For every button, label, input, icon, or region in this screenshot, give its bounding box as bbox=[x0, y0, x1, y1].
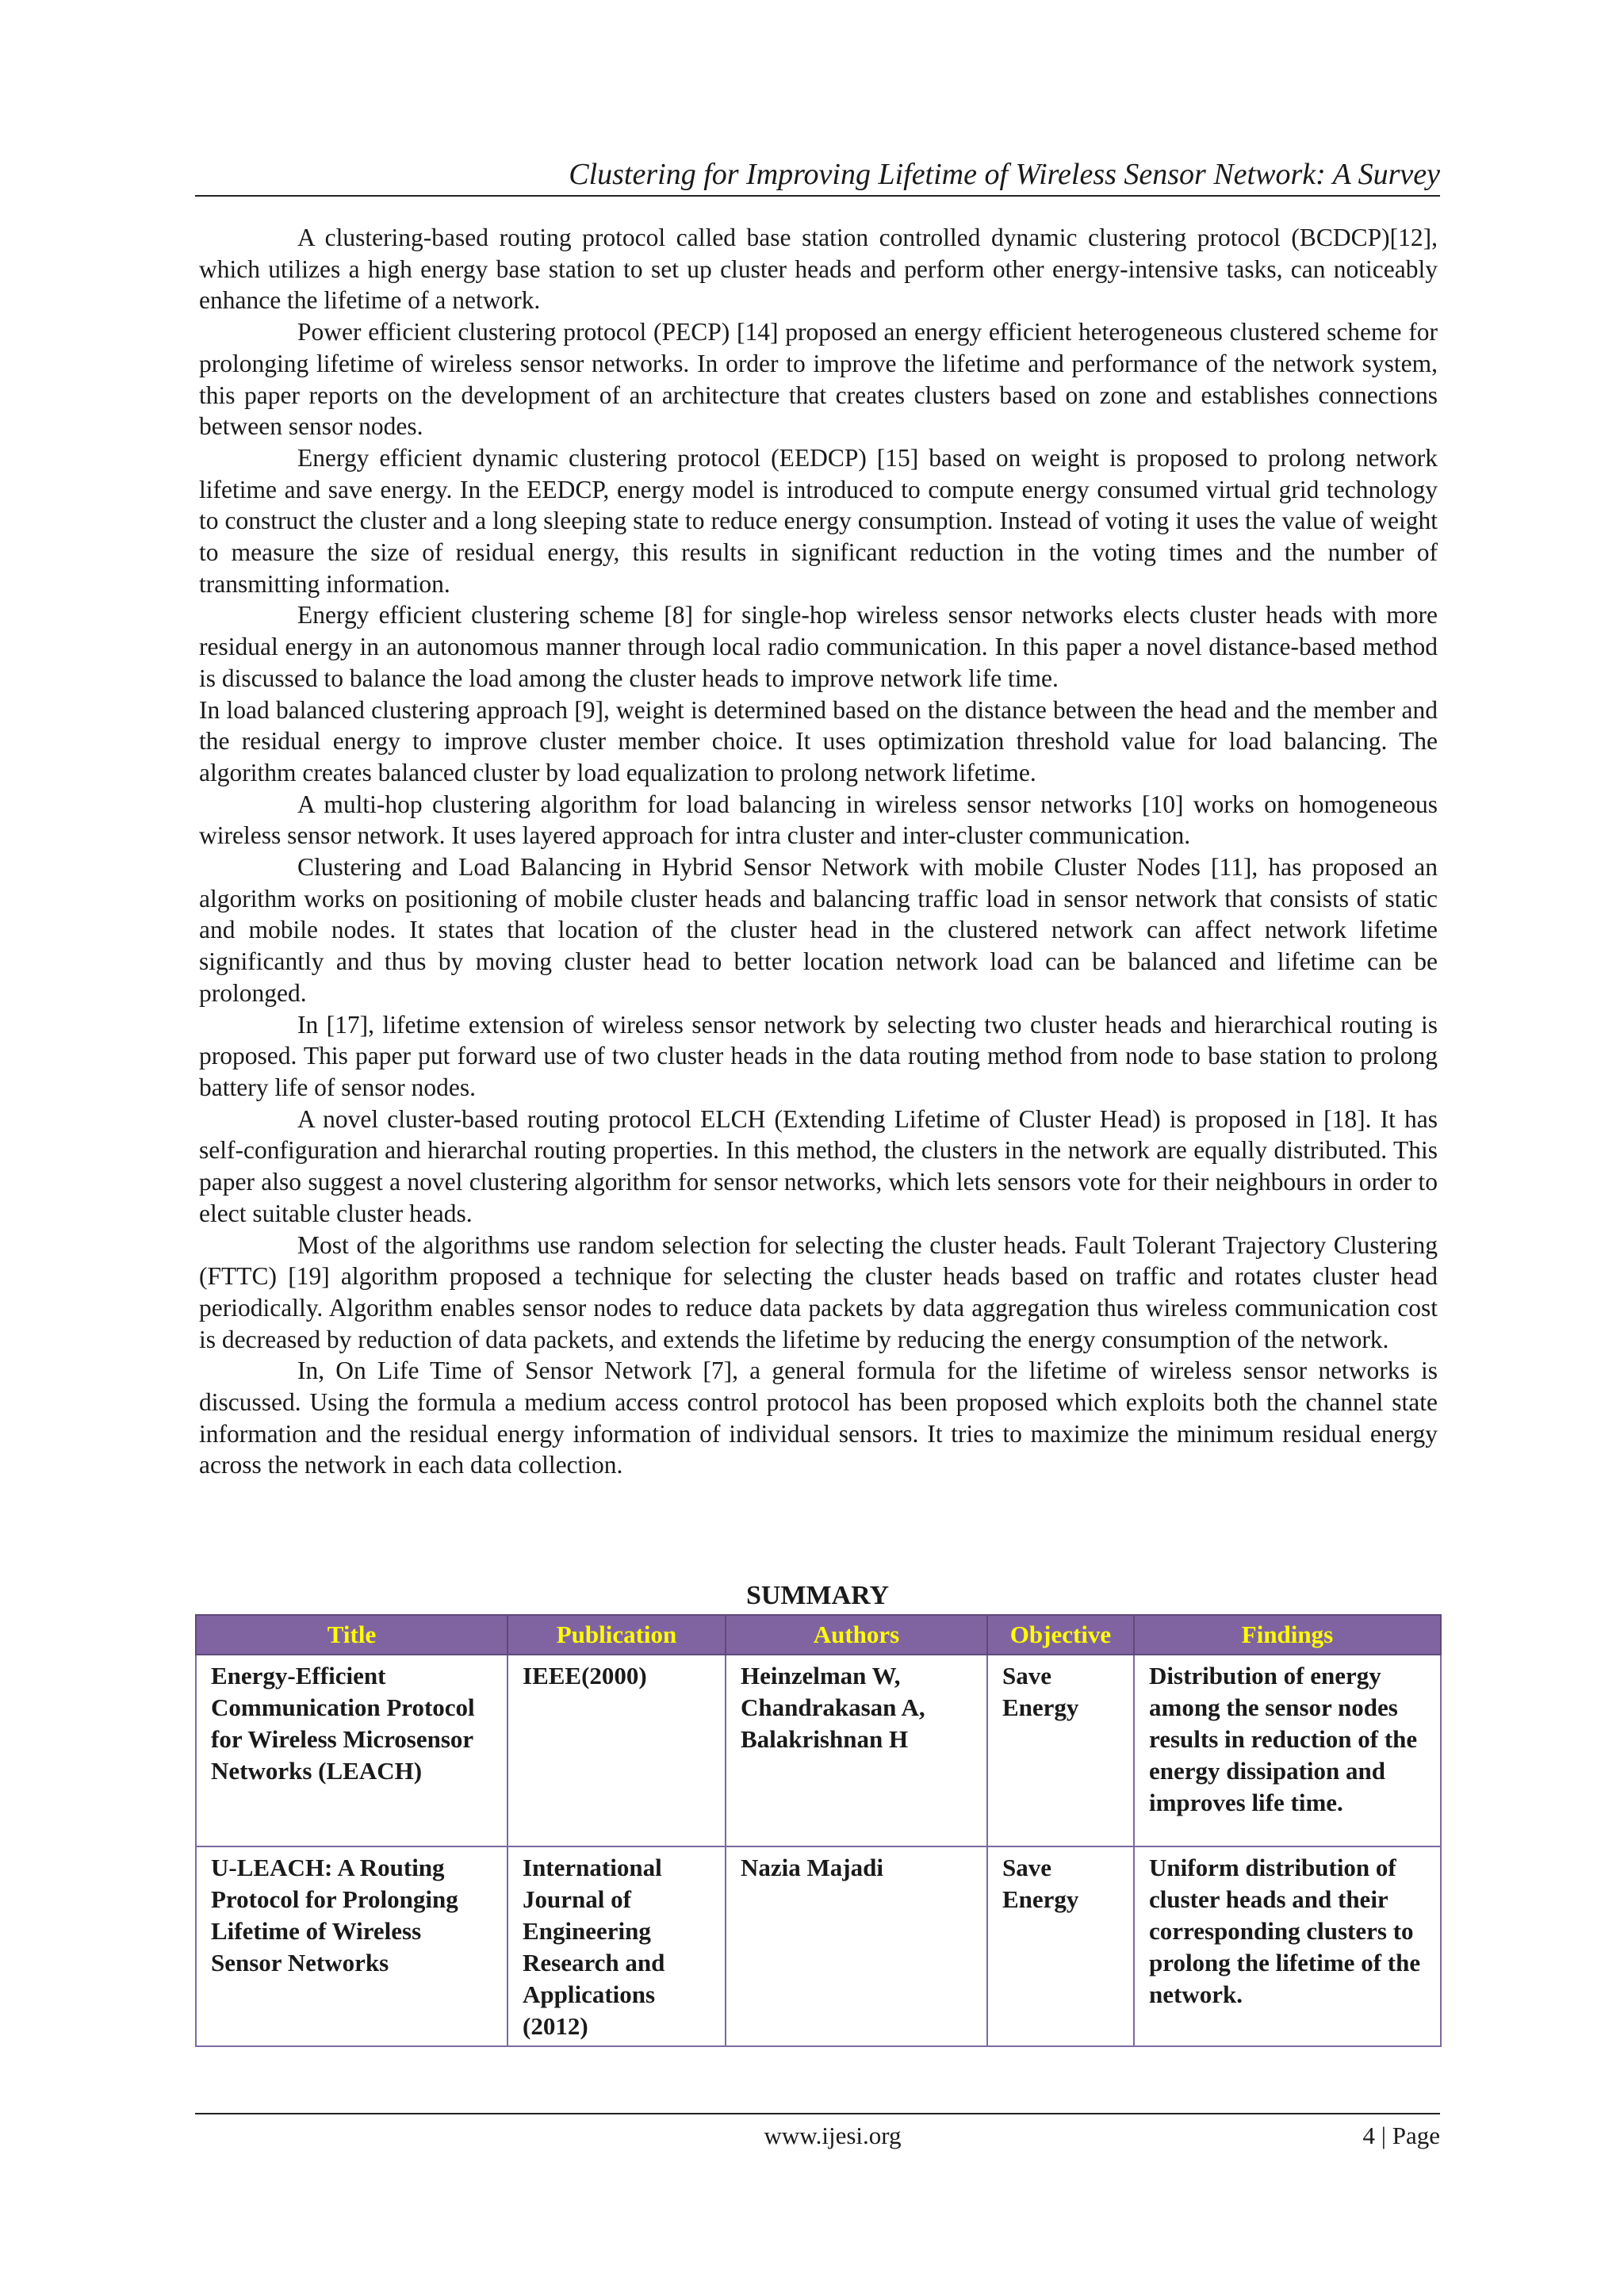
paragraph-load-balanced: In load balanced clustering approach [9], weight is determined based on the distance between the head and the member and the residual energy to improve cluster member choice. It uses optimization threshold value for load balancing. The algorithm creates balanced cluster by load equalization to prolong network lifetime. bbox=[199, 695, 1438, 786]
paragraph-single-hop: Energy efficient clustering scheme [8] for single-hop wireless sensor networks elects cluster heads with more residual energy in an autonomous manner through local radio communication. In this paper a novel distance-based method is discussed to balance the load among the cluster heads to improve network life time. bbox=[199, 601, 1438, 692]
cell-title: Energy-Efficient Communication Protocol for Wireless Microsensor Networks (LEACH) bbox=[196, 1655, 508, 1846]
paragraph-elch: A novel cluster-based routing protocol ELCH (Extending Lifetime of Cluster Head) is proposed in [18]. It has self-configuration and hierarchal routing properties. In this method, the clusters in the network are equally distributed. This paper also suggest a novel clustering algorithm for sensor networks, which lets sensors vote for their neighbours in order to elect suitable cluster heads. bbox=[199, 1104, 1438, 1227]
cell-findings: Uniform distribution of cluster heads and their corresponding clusters to prolong the lifetime of the network. bbox=[1134, 1846, 1441, 2046]
footer-divider bbox=[195, 2113, 1440, 2114]
cell-findings: Distribution of energy among the sensor nodes results in reduction of the energy dissipation and improves life time. bbox=[1134, 1655, 1441, 1846]
cell-title: U-LEACH: A Routing Protocol for Prolonging Lifetime of Wireless Sensor Networks bbox=[196, 1846, 508, 2046]
cell-authors: Nazia Majadi bbox=[726, 1846, 987, 2046]
column-header-findings: Findings bbox=[1134, 1615, 1441, 1655]
cell-objective: Save Energy bbox=[987, 1846, 1134, 2046]
body-text bbox=[199, 222, 1438, 1481]
paragraph-hybrid-network: Clustering and Load Balancing in Hybrid Sensor Network with mobile Cluster Nodes [11], has proposed an algorithm works on positioning of mobile cluster heads and balancing traffic load in sensor network that consists of static and mobile nodes. It states that location of the cluster head in the clustered network can affect network lifetime significantly and thus by moving cluster head to better location network load can be balanced and lifetime can be prolonged. bbox=[199, 853, 1438, 1007]
paragraph-lifetime-formula: In, On Life Time of Sensor Network [7], a general formula for the lifetime of wireless sensor networks is discussed. Using the formula a medium access control protocol has been proposed which exploits both the channel state information and the residual energy information of individual sensors. It tries to maximize the minimum residual energy across the network in each data collection. bbox=[199, 1357, 1438, 1479]
summary-table bbox=[195, 1614, 1442, 2047]
summary-header-row bbox=[196, 1615, 1441, 1655]
cell-objective: Save Energy bbox=[987, 1655, 1134, 1846]
paragraph-pecp: Power efficient clustering protocol (PECP) [14] proposed an energy efficient heterogeneous clustered scheme for prolonging lifetime of wireless sensor networks. In order to improve the lifetime and performance of the network system, this paper reports on the development of an architecture that creates clusters based on zone and establishes connections between sensor nodes. bbox=[199, 318, 1438, 441]
footer-url: www.ijesi.org bbox=[764, 2122, 902, 2149]
paragraph-bcdcp: A clustering-based routing protocol called base station controlled dynamic clustering protocol (BCDCP)[12], which utilizes a high energy base station to set up cluster heads and perform other energy-intensive tasks, can noticeably enhance the lifetime of a network. bbox=[199, 224, 1438, 315]
cell-authors: Heinzelman W, Chandrakasan A, Balakrishnan H bbox=[726, 1655, 987, 1846]
paragraph-two-cluster-heads: In [17], lifetime extension of wireless sensor network by selecting two cluster heads and hierarchical routing is proposed. This paper put forward use of two cluster heads in the data routing method from node to base station to prolong battery life of sensor nodes. bbox=[199, 1010, 1438, 1101]
header-divider bbox=[195, 195, 1440, 197]
cell-publication: International Journal of Engineering Research and Applications (2012) bbox=[508, 1846, 726, 2046]
paragraph-multi-hop: A multi-hop clustering algorithm for load balancing in wireless sensor networks [10] works on homogeneous wireless sensor network. It uses layered approach for intra cluster and inter-cluster communication. bbox=[199, 790, 1438, 850]
cell-publication: IEEE(2000) bbox=[508, 1655, 726, 1846]
column-header-authors: Authors bbox=[726, 1615, 987, 1655]
paragraph-eedcp: Energy efficient dynamic clustering protocol (EEDCP) [15] based on weight is proposed to prolong network lifetime and save energy. In the EEDCP, energy model is introduced to compute energy consumed virtual grid technology to construct the cluster and a long sleeping state to reduce energy consumption. Instead of voting it uses the value of weight to measure the size of residual energy, this results in significant reduction in the voting times and the number of transmitting information. bbox=[199, 443, 1438, 598]
paragraph-fttc: Most of the algorithms use random selection for selecting the cluster heads. Fault Tolerant Trajectory Clustering (FTTC) [19] algorithm proposed a technique for selecting the cluster heads based on traffic and rotates cluster head periodically. Algorithm enables sensor nodes to reduce data packets by data aggregation thus wireless communication cost is decreased by reduction of data packets, and extends the lifetime by reducing the energy consumption of the network. bbox=[199, 1230, 1438, 1353]
summary-heading: SUMMARY bbox=[745, 1581, 890, 1610]
page-number: 4 | Page bbox=[1362, 2122, 1440, 2149]
table-row bbox=[196, 1846, 1441, 2046]
table-row bbox=[196, 1655, 1441, 1846]
column-header-objective: Objective bbox=[987, 1615, 1134, 1655]
column-header-title: Title bbox=[196, 1615, 508, 1655]
running-header-title: Clustering for Improving Lifetime of Wireless Sensor Network: A Survey bbox=[569, 158, 1440, 191]
column-header-publication: Publication bbox=[508, 1615, 726, 1655]
